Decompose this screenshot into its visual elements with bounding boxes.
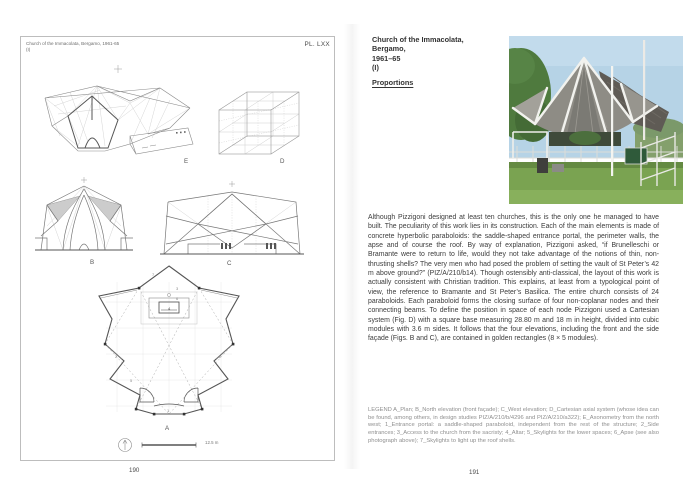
page-gutter-shadow bbox=[344, 24, 360, 469]
svg-text:2: 2 bbox=[115, 354, 118, 359]
photo-flagpole bbox=[611, 66, 613, 176]
axonometry-drawing bbox=[30, 56, 210, 168]
left-page-number: 190 bbox=[129, 467, 140, 474]
article-title-line3: 1961–65 bbox=[372, 53, 401, 63]
scale-label: 12.5 m bbox=[205, 440, 219, 445]
article-title-line2: Bergamo, bbox=[372, 44, 406, 54]
section-heading: Proportions bbox=[372, 78, 414, 87]
svg-text:6: 6 bbox=[176, 296, 179, 301]
plate-caption-line2: (I) bbox=[26, 46, 31, 52]
article-title-line1: Church of the Immacolata, bbox=[372, 35, 464, 44]
body-text: Although Pizzigoni designed at least ten churches, this is the only one he managed to have built. The peculiarity of this work lies in its construction. Each of the main elements is made of concrete hyperbolic paraboloids: the saddle-shaped entrance portal, the perimeter walls, the apse and of course the roof. By way of explanation, Pizzigoni asked, “if Brunelleschi or Bramante were to return to life, would they not take advantage of the notions of thin, non-thrusting shells? The very men who had posed the problem of setting the vault of St Peter’s 42 m above ground?” (PIZ/A/210/b14). Though ostensibly anti-classical, the layout of this work is actually consistent with Christian tradition. This explains, at least from a typological point of view, the reference to Bramante and St Peter’s Basilica. The entire church consists of 24 paraboloids. Each paraboloid forms the closing surface of four non-coplanar nodes and their connecting beams. To define the position in space of each node Pizzigoni used a Cartesian system (Fig. D) with a square base measuring 28.80 m and 18 m in height, divided into cubic modules with 3.6 m sides. It follows that the four elevations, including the front and the side façade (Figs. B and C), are contained in golden rectangles (8 × 5 modules). bbox=[368, 214, 659, 343]
figure-label-axonometry: E bbox=[184, 158, 189, 165]
article-title bbox=[372, 35, 507, 72]
svg-text:5: 5 bbox=[130, 378, 133, 383]
figure-label-plan: A bbox=[165, 425, 170, 432]
west-elevation-drawing bbox=[158, 180, 306, 260]
plan-drawing bbox=[92, 262, 304, 424]
svg-text:3: 3 bbox=[176, 286, 179, 291]
north-elevation-drawing bbox=[33, 176, 135, 256]
figure-label-west-elevation: C bbox=[227, 260, 232, 267]
svg-text:1: 1 bbox=[167, 408, 170, 413]
svg-text:7: 7 bbox=[152, 272, 155, 277]
church-photograph bbox=[509, 36, 683, 204]
figure-label-cartesian: D bbox=[280, 158, 285, 165]
scale-bar bbox=[116, 436, 204, 454]
svg-text:2: 2 bbox=[219, 354, 222, 359]
figure-label-north-elevation: B bbox=[90, 259, 95, 266]
legend-text: LEGEND A_Plan; B_North elevation (front façade); C_West elevation; D_Cartesian axial system (whose idea can be found, among others, in design studies PIZ/A/210/b/4296 and PIZ/A/210/a322); E_Axonometry from the north west; 1_Entrance portal: a saddle-shaped paraboloid, independent from the rest of the structure; 2_Side entrances; 3_Access to the church from the sacristy; 4_Altar; 5_Skylights for the lower spaces; 6_Apse (see also photograph above); 7_Skylights to light up the roof shells. bbox=[368, 407, 659, 444]
plate-caption-line1: Church of the Immacolata, Bergamo, 1961-65 bbox=[26, 41, 120, 46]
article-title-line4: (I) bbox=[372, 62, 379, 72]
plate-caption bbox=[26, 41, 119, 53]
plate-number: PL. LXX bbox=[304, 41, 330, 48]
right-page-number: 191 bbox=[469, 469, 480, 476]
svg-text:4: 4 bbox=[168, 306, 171, 311]
cartesian-grid-drawing bbox=[213, 84, 307, 162]
